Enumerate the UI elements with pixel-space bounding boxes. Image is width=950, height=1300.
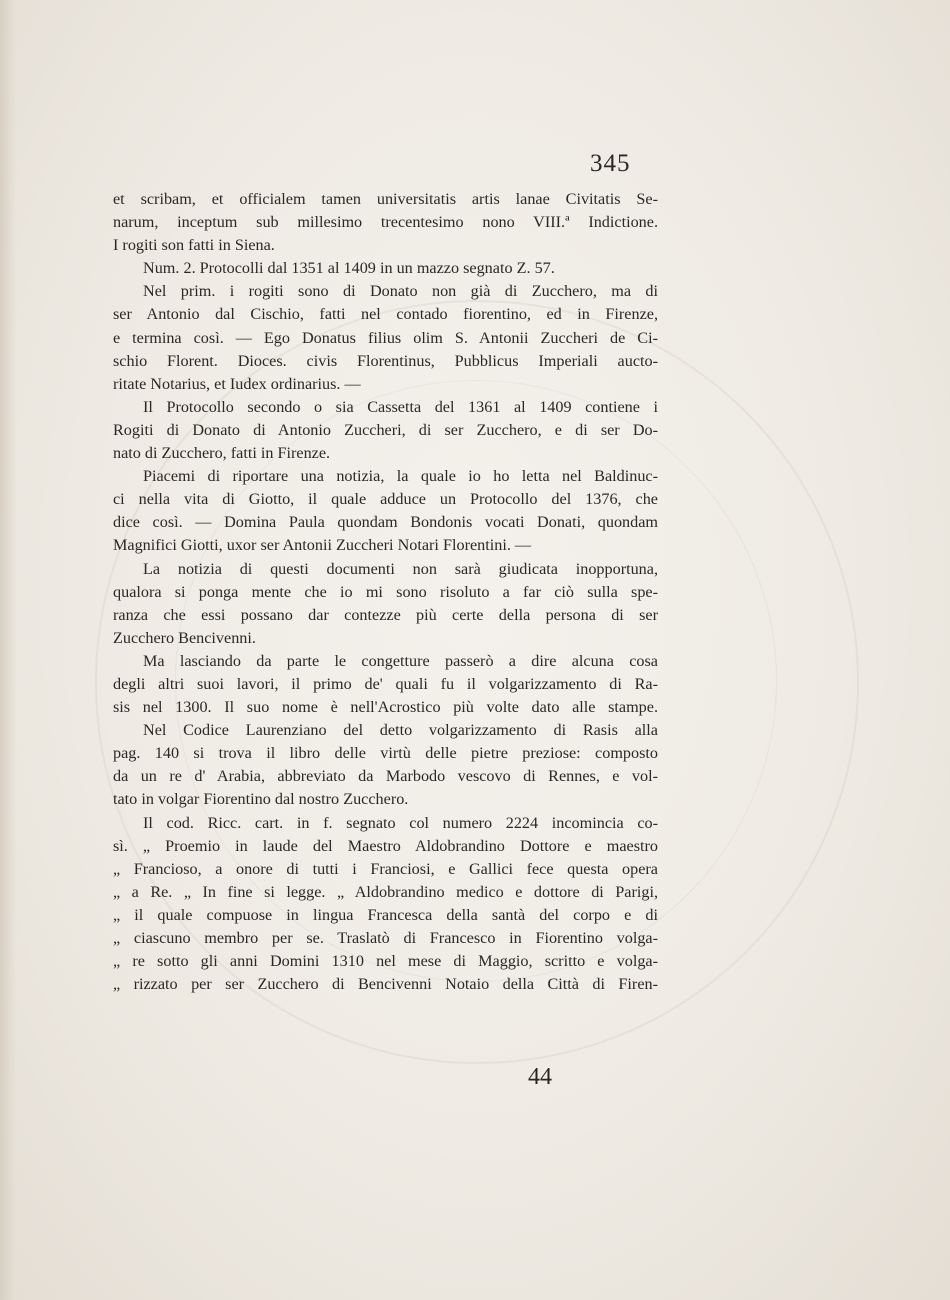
text-line: e termina così. — Ego Donatus filius olim S. Antonii Zuccheri de Ci-	[113, 328, 658, 347]
text-line: „ ciascuno membro per se. Traslatò di Francesco in Fiorentino volga-	[113, 929, 658, 947]
page-edge-shadow	[0, 0, 16, 1300]
text-line: La notizia di questi documenti non sarà giudicata inopportuna,	[143, 559, 658, 578]
text-line: Nel prim. i rogiti sono di Donato non già di Zucchero, ma di	[143, 282, 658, 301]
text-line: ritate Notarius, et Iudex ordinarius. —	[113, 374, 361, 393]
text-line: „ Francioso, a onore di tutti i Franciosi, e Gallici fece questa opera	[113, 859, 658, 878]
text-line: sis nel 1300. Il suo nome è nell'Acrostico più volte dato alle stampe.	[113, 698, 658, 717]
text-line: Num. 2. Protocolli dal 1351 al 1409 in un mazzo segnato Z. 57.	[143, 259, 555, 278]
text-line: schio Florent. Dioces. civis Florentinus, Pubblicus Imperiali aucto-	[113, 351, 658, 370]
text-line: narum, inceptum sub millesimo trecentesimo nono VIII.ª Indictione.	[113, 213, 658, 232]
body-text	[113, 188, 658, 996]
page-number: 345	[590, 150, 631, 177]
text-line: „ il quale compuose in lingua Francesca della santà del corpo e di	[113, 905, 658, 924]
text-line: Il Protocollo secondo o sia Cassetta del 1361 al 1409 contiene i	[143, 397, 658, 416]
text-line: Nel Codice Laurenziano del detto volgarizzamento di Rasis alla	[143, 721, 658, 740]
text-line: Magnifici Giotti, uxor ser Antonii Zuccheri Notari Florentini. —	[113, 536, 532, 555]
text-line: „ a Re. „ In fine si legge. „ Aldobrandino medico e dottore di Parigi,	[113, 882, 658, 901]
text-line: Ma lasciando da parte le congetture passerò a dire alcuna cosa	[143, 651, 658, 670]
text-line: pag. 140 si trova il libro delle virtù delle pietre preziose: composto	[113, 744, 658, 763]
signature-mark: 44	[528, 1064, 552, 1090]
text-line: „ re sotto gli anni Domini 1310 nel mese di Maggio, scritto e volga-	[113, 952, 658, 971]
text-line: Il cod. Ricc. cart. in f. segnato col numero 2224 incomincia co-	[143, 813, 658, 832]
text-line: nato di Zucchero, fatti in Firenze.	[113, 444, 331, 463]
text-line: „ rizzato per ser Zucchero di Bencivenni Notaio della Città di Firen-	[113, 975, 658, 994]
text-line: qualora si ponga mente che io mi sono risoluto a far ciò sulla spe-	[113, 582, 658, 601]
text-line: Rogiti di Donato di Antonio Zuccheri, di ser Zucchero, e di ser Do-	[113, 420, 658, 439]
text-line: tato in volgar Fiorentino dal nostro Zucchero.	[113, 790, 409, 809]
text-line: et scribam, et officialem tamen universitatis artis lanae Civitatis Se-	[113, 190, 658, 208]
text-line: Piacemi di riportare una notizia, la quale io ho letta nel Baldinuc-	[143, 467, 658, 486]
text-line: Zucchero Bencivenni.	[113, 628, 256, 647]
text-line: da un re d' Arabia, abbreviato da Marbodo vescovo di Rennes, e vol-	[113, 767, 658, 786]
text-line: dice così. — Domina Paula quondam Bondonis vocati Donati, quondam	[113, 513, 658, 532]
text-line: ranza che essi possano dar contezze più certe della persona di ser	[113, 605, 658, 624]
text-line: sì. „ Proemio in laude del Maestro Aldobrandino Dottore e maestro	[113, 836, 658, 855]
text-line: I rogiti son fatti in Siena.	[113, 236, 275, 255]
text-line: degli altri suoi lavori, il primo de' quali fu il volgarizzamento di Ra-	[113, 674, 658, 693]
text-line: ci nella vita di Giotto, il quale adduce un Protocollo del 1376, che	[113, 490, 658, 509]
text-line: ser Antonio dal Cischio, fatti nel contado fiorentino, ed in Firenze,	[113, 305, 658, 324]
